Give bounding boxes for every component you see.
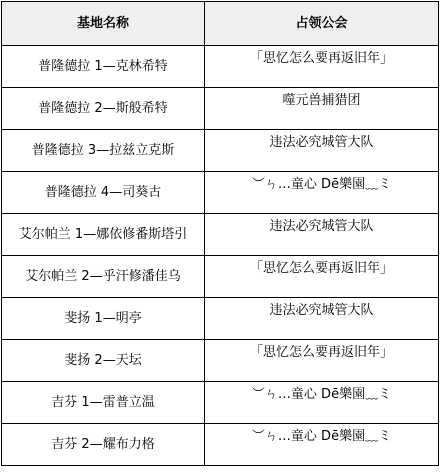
header-base-name: 基地名称 bbox=[2, 2, 205, 46]
table-header bbox=[2, 2, 439, 46]
base-name-cell: 艾尔帕兰 1—娜依修番斯塔引 bbox=[2, 214, 205, 256]
table-row bbox=[2, 340, 439, 382]
base-name-cell: 普隆德拉 1—克林希特 bbox=[2, 46, 205, 88]
guild-name-cell: 违法必究城管大队 bbox=[205, 214, 439, 256]
guild-name-cell: 「思忆怎么要再返旧年」 bbox=[205, 46, 439, 88]
table-row bbox=[2, 382, 439, 424]
table-row bbox=[2, 130, 439, 172]
guild-name-cell: ︶ㄣ…童心 Dē樂園﹏ミ bbox=[205, 382, 439, 424]
table-body bbox=[2, 46, 439, 466]
table-row bbox=[2, 214, 439, 256]
guild-name-cell: 「思忆怎么要再返旧年」 bbox=[205, 340, 439, 382]
base-name-cell: 斐扬 2—天坛 bbox=[2, 340, 205, 382]
table-row bbox=[2, 88, 439, 130]
table-row bbox=[2, 256, 439, 298]
table-row bbox=[2, 46, 439, 88]
header-row bbox=[2, 2, 439, 46]
guild-name-cell: ︶ㄣ…童心 Dē樂園﹏ミ bbox=[205, 424, 439, 466]
guild-name-cell: 违法必究城管大队 bbox=[205, 130, 439, 172]
table-row bbox=[2, 424, 439, 466]
guild-name-cell: 「思忆怎么要再返旧年」 bbox=[205, 256, 439, 298]
guild-name-cell: ︶ㄣ…童心 Dē樂園﹏ミ bbox=[205, 172, 439, 214]
guild-name-cell: 违法必究城管大队 bbox=[205, 298, 439, 340]
base-name-cell: 普隆德拉 2—斯般希特 bbox=[2, 88, 205, 130]
table-row bbox=[2, 172, 439, 214]
base-name-cell: 普隆德拉 3—拉兹立克斯 bbox=[2, 130, 205, 172]
guild-occupation-table bbox=[1, 1, 439, 466]
table-row bbox=[2, 298, 439, 340]
header-occupying-guild: 占领公会 bbox=[205, 2, 439, 46]
base-name-cell: 艾尔帕兰 2—乎汗修潘佳乌 bbox=[2, 256, 205, 298]
base-name-cell: 吉芬 1—雷普立温 bbox=[2, 382, 205, 424]
base-name-cell: 普隆德拉 4—司葵古 bbox=[2, 172, 205, 214]
base-name-cell: 斐扬 1—明亭 bbox=[2, 298, 205, 340]
guild-name-cell: 噬元兽捕猎团 bbox=[205, 88, 439, 130]
base-name-cell: 吉芬 2—耀布力格 bbox=[2, 424, 205, 466]
